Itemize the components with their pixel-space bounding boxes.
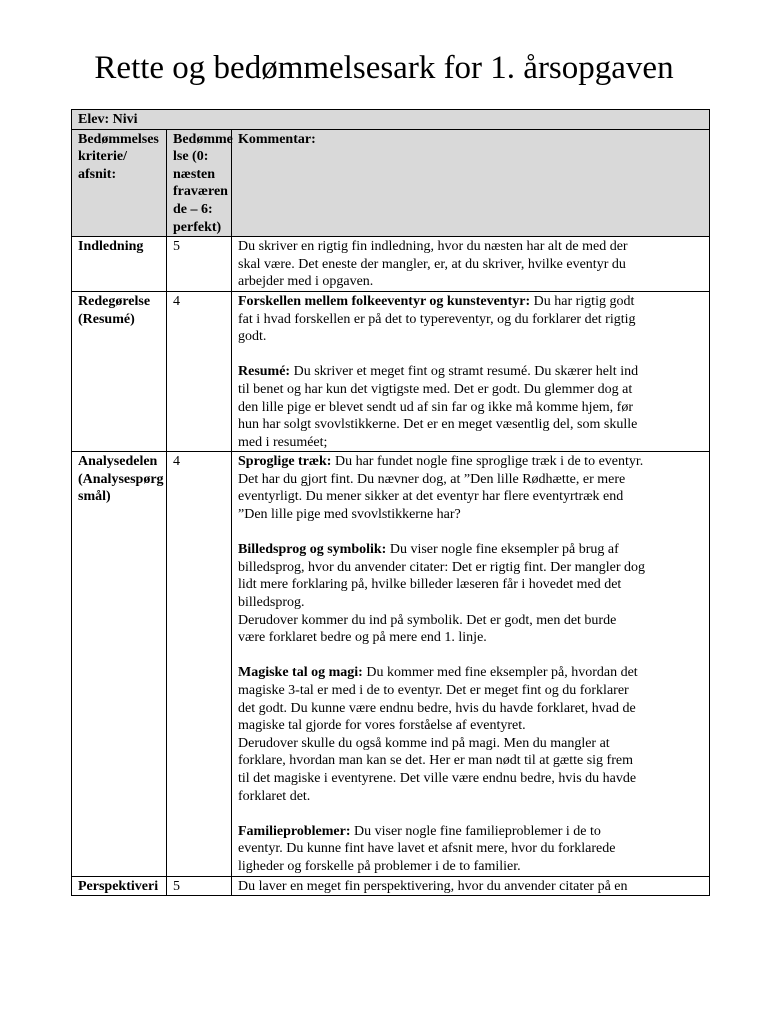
score-cell: 5	[167, 876, 232, 896]
comment-text: ”Den lille pige med svovlstikkerne har?	[238, 507, 461, 523]
comment-text: Du har fundet nogle fine sproglige træk i de to eventyr.	[331, 454, 644, 470]
comment-line	[238, 682, 703, 700]
comment-heading: Resumé:	[238, 364, 291, 380]
student-name: Elev: Nivi	[72, 110, 710, 130]
comment-text: Derudover kommer du ind på symbolik. Det er godt, men det burde	[238, 612, 617, 628]
comment-line	[238, 256, 703, 274]
comment-text: Du skriver et meget fint og stramt resumé. Du skærer helt ind	[290, 364, 639, 380]
comment-text: Du laver en meget fin perspektivering, hvor du anvender citater på en	[238, 878, 628, 894]
comment-text: den lille pige er blevet sendt ud af sin far og ikke må komme hjem, før	[238, 399, 633, 415]
comment-line	[238, 541, 703, 559]
comment-line	[238, 788, 703, 806]
comment-text: Det har du gjort fint. Du nævner dog, at ”Den lille Rødhætte, er mere	[238, 471, 626, 487]
comment-paragraph	[238, 878, 703, 896]
table-row	[72, 291, 710, 451]
header-criterion: Bedømmelses kriterie/ afsnit:	[72, 129, 167, 237]
comment-line	[238, 594, 703, 612]
comment-cell	[232, 237, 710, 292]
comment-text: skal være. Det eneste der mangler, er, at du skriver, hvilke eventyr du	[238, 256, 626, 272]
score-cell: 4	[167, 291, 232, 451]
comment-line	[238, 273, 703, 291]
comment-text: Du viser nogle fine eksempler på brug af	[386, 542, 619, 558]
comment-line	[238, 453, 703, 471]
comment-paragraph	[238, 293, 703, 346]
header-score: Bedømme lse (0: næsten fraværen de – 6: perfekt)	[167, 129, 232, 237]
comment-line	[238, 664, 703, 682]
comment-line	[238, 700, 703, 718]
comment-line	[238, 735, 703, 753]
comment-line	[238, 612, 703, 630]
comment-line	[238, 238, 703, 256]
comment-line	[238, 858, 703, 876]
comment-text: til det magiske i eventyrene. Det ville være endnu bedre, hvis du havde	[238, 770, 637, 786]
student-row	[72, 110, 710, 130]
page-title: Rette og bedømmelsesark for 1. årsopgaven	[94, 50, 674, 86]
comment-text: Du viser nogle fine familieproblemer i de to	[350, 823, 601, 839]
table-row	[72, 452, 710, 876]
comment-text: Du har rigtig godt	[530, 293, 635, 309]
comment-heading: Billedsprog og symbolik:	[238, 542, 387, 558]
comment-paragraph	[238, 453, 703, 523]
comment-text: fat i hvad forskellen er på det to typereventyr, og du forklarer det rigtig	[238, 311, 636, 327]
comment-line	[238, 293, 703, 311]
comment-text: billedsprog, hvor du anvender citater: Det er rigtig fint. Der mangler dog	[238, 559, 646, 575]
comment-text: godt.	[238, 329, 267, 345]
comment-line	[238, 559, 703, 577]
comment-line	[238, 770, 703, 788]
comment-text: billedsprog.	[238, 595, 305, 611]
comment-text: det godt. Du kunne være endnu bedre, hvis du havde forklaret, hvad de	[238, 700, 636, 716]
comment-line	[238, 363, 703, 381]
criterion-cell: Redegørelse (Resumé)	[72, 291, 167, 451]
comment-heading: Magiske tal og magi:	[238, 665, 363, 681]
comment-line	[238, 488, 703, 506]
score-cell: 4	[167, 452, 232, 876]
assessment-table	[71, 109, 710, 896]
criterion-cell: Analysedelen (Analysespørg smål)	[72, 452, 167, 876]
comment-heading: Sproglige træk:	[238, 454, 332, 470]
score-cell: 5	[167, 237, 232, 292]
comment-text: ligheder og forskelle på problemer i de to familier.	[238, 858, 521, 874]
comment-paragraph	[238, 238, 703, 291]
comment-text: forklaret det.	[238, 788, 311, 804]
comment-paragraph	[238, 363, 703, 451]
comment-line	[238, 823, 703, 841]
comment-heading: Familieproblemer:	[238, 823, 351, 839]
comment-text: eventyr. Du kunne fint have lavet et afsnit mere, hvor du forklarede	[238, 841, 616, 857]
comment-paragraph	[238, 541, 703, 647]
comment-text: være forklaret bedre og på mere end 1. linje.	[238, 630, 487, 646]
comment-text: hun har solgt svovlstikkerne. Det er en meget væsentlig del, som skulle	[238, 417, 638, 433]
comment-line	[238, 717, 703, 735]
comment-text: magiske tal gjorde for vores forståelse af eventyret.	[238, 718, 526, 734]
comment-heading: Forskellen mellem folkeeventyr og kunsteventyr:	[238, 293, 531, 309]
table-row	[72, 237, 710, 292]
comment-line	[238, 878, 703, 896]
comment-line	[238, 381, 703, 399]
comment-cell	[232, 876, 710, 896]
comment-line	[238, 311, 703, 329]
comment-line	[238, 576, 703, 594]
header-row	[72, 129, 710, 237]
comment-line	[238, 506, 703, 524]
comment-text: forklare, hvordan man kan se det. Her er man nødt til at gætte sig frem	[238, 753, 633, 769]
comment-line	[238, 840, 703, 858]
header-comment: Kommentar:	[232, 129, 710, 237]
comment-line	[238, 629, 703, 647]
comment-line	[238, 328, 703, 346]
comment-text: eventyrligt. Du mener sikker at det eventyr har flere eventyrtræk end	[238, 489, 624, 505]
comment-line	[238, 471, 703, 489]
comment-text: Du skriver en rigtig fin indledning, hvor du næsten har alt de med der	[238, 239, 628, 255]
comment-text: Derudover skulle du også komme ind på magi. Men du mangler at	[238, 735, 610, 751]
criterion-cell: Perspektiveri	[72, 876, 167, 896]
comment-text: Du kommer med fine eksempler på, hvordan det	[362, 665, 638, 681]
comment-line	[238, 416, 703, 434]
comment-text: med i resuméet;	[238, 434, 328, 450]
comment-paragraph	[238, 664, 703, 805]
comment-line	[238, 399, 703, 417]
comment-line	[238, 434, 703, 452]
comment-text: lidt mere forklaring på, hvilke billeder læseren får i hovedet med det	[238, 577, 622, 593]
comment-cell	[232, 291, 710, 451]
comment-text: magiske 3-tal er med i de to eventyr. Det er meget fint og du forklarer	[238, 683, 629, 698]
comment-cell	[232, 452, 710, 876]
comment-paragraph	[238, 823, 703, 876]
comment-text: arbejder med i opgaven.	[238, 274, 374, 290]
comment-line	[238, 752, 703, 770]
table-row	[72, 876, 710, 896]
comment-text: til benet og har kun det vigtigste med. Det er godt. Du glemmer dog at	[238, 381, 633, 397]
criterion-cell: Indledning	[72, 237, 167, 292]
